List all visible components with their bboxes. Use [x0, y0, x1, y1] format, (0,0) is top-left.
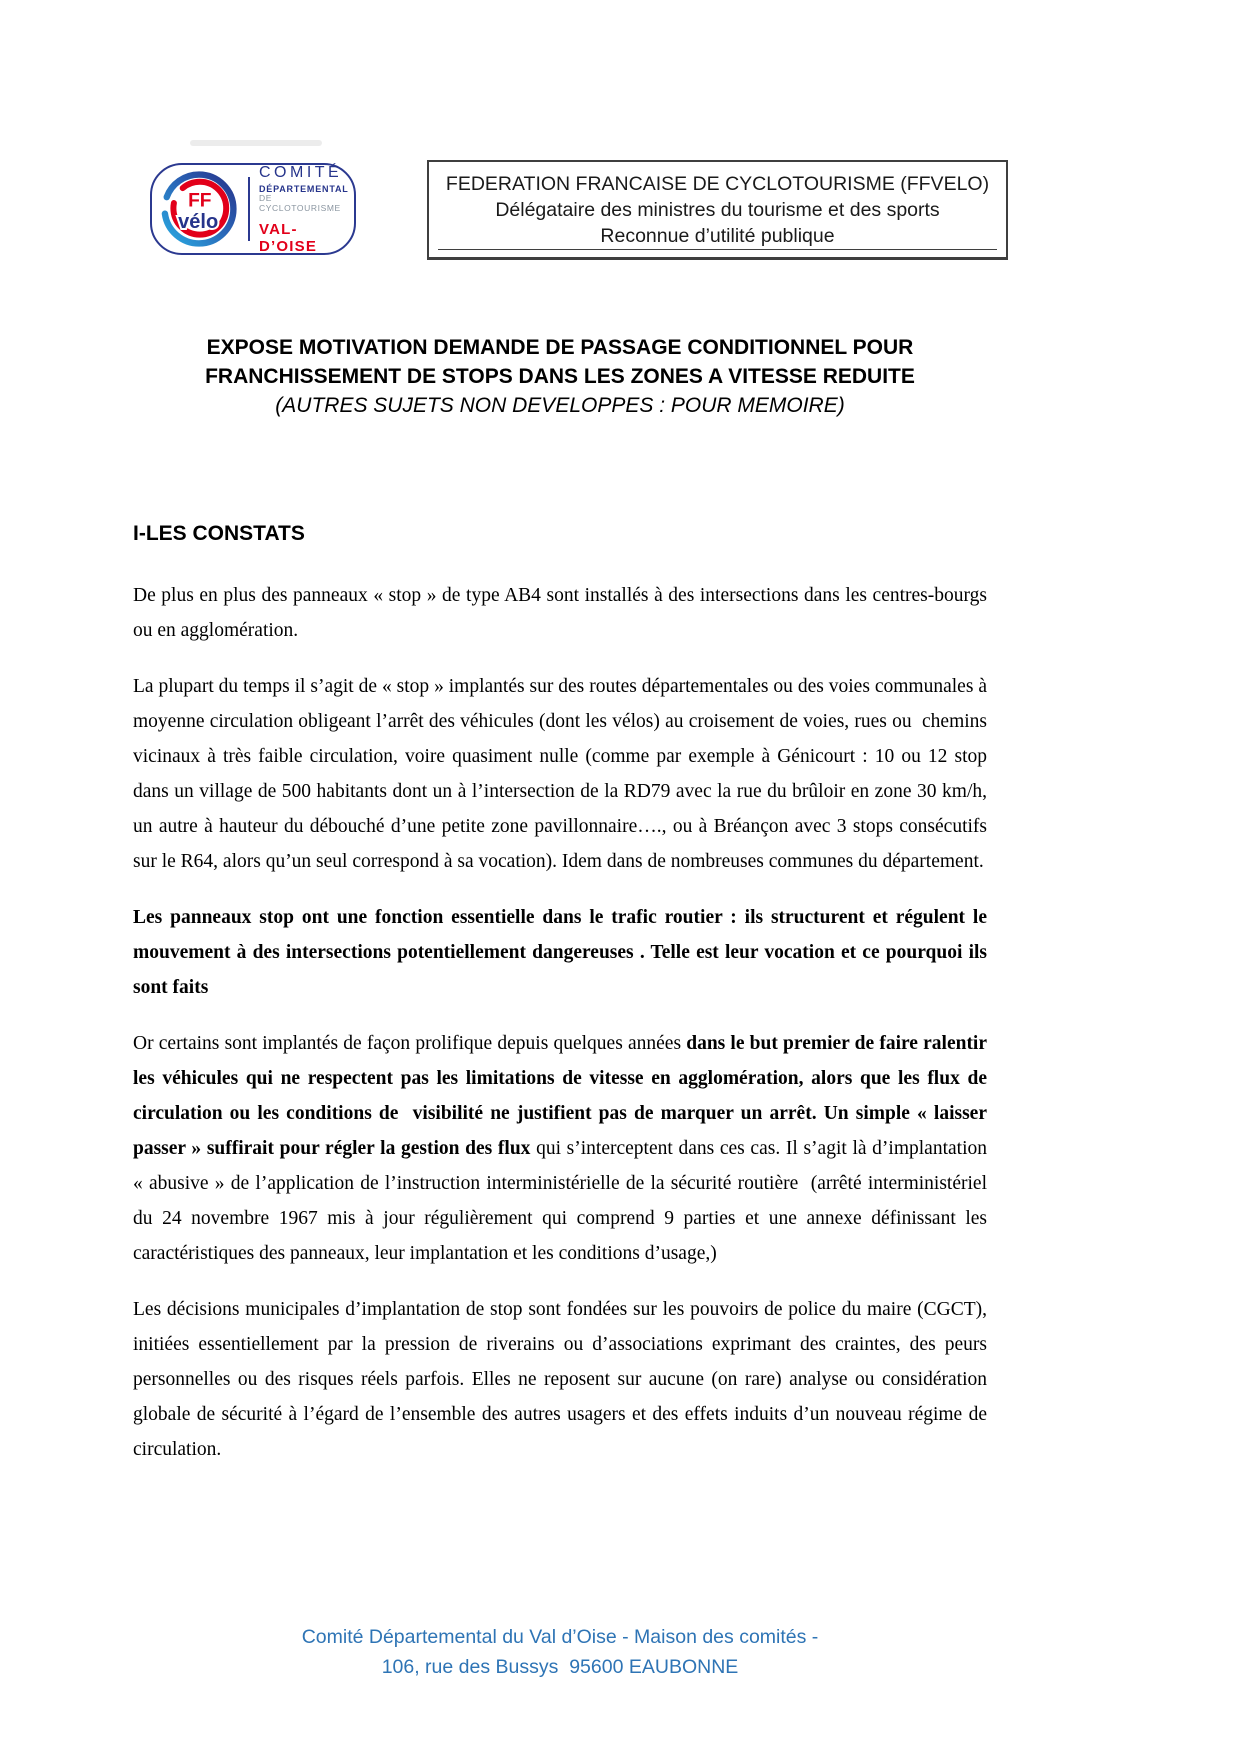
federation-box-rule: [438, 249, 997, 251]
footer-line2: 106, rue des Bussys 95600 EAUBONNE: [381, 1656, 739, 1678]
title-line2: FRANCHISSEMENT DE STOPS DANS LES ZONES A VITESSE REDUITE: [205, 365, 915, 388]
logo-cyclotourisme-label: DE CYCLOTOURISME: [259, 193, 341, 213]
federation-line3: Reconnue d’utilité publique: [600, 225, 835, 247]
page-footer: [133, 1622, 987, 1682]
scan-artifact: [190, 140, 322, 146]
logo-comite-label: COMITÉ: [259, 164, 343, 182]
paragraph-bold: Les panneaux stop ont une fonction essentielle dans le trafic routier : ils structurent et régulent le mouvement à des intersections potentiellement dangereuses . Telle est leur vocation et ce pourquoi ils sont faits: [133, 907, 987, 998]
title-line3: (AUTRES SUJETS NON DEVELOPPES : POUR MEMOIRE): [275, 394, 845, 417]
logo-ff-text: FF: [188, 190, 212, 212]
federation-line1: FEDERATION FRANCAISE DE CYCLOTOURISME (FFVELO): [445, 173, 990, 195]
document-body: [133, 578, 987, 1488]
ffvelo-comite-logo: [150, 163, 356, 255]
footer-line1: Comité Départemental du Val d’Oise - Maison des comités -: [301, 1626, 819, 1648]
logo-departemental-label: DÉPARTEMENTAL: [259, 184, 349, 195]
paragraph: La plupart du temps il s’agit de « stop » implantés sur des routes départementales ou des voies communales à moyenne circulation obligeant l’arrêt des véhicules (dont les vélos) au croisement de voies, rues ou chemins vicinaux à très faible circulation, voire quasiment nulle (comme par exemple à Génicourt : 10 ou 12 stop dans un village de 500 habitants dont un à l’intersection de la RD79 avec la rue du brûloir en zone 30 km/h, un autre à hauteur du débouché d’une petite zone pavillonnaire…., ou à Bréançon avec 3 stops consécutifs sur le R64, alors qu’un seul correspond à sa vocation). Idem dans de nombreuses communes du département.: [133, 676, 987, 872]
paragraph: De plus en plus des panneaux « stop » de type AB4 sont installés à des intersections dans les centres-bourgs ou en agglomération.: [133, 585, 987, 641]
logo-velo-text: vélo: [178, 211, 219, 234]
federation-line2: Délégataire des ministres du tourisme et des sports: [495, 199, 940, 221]
ffvelo-emblem-icon: [159, 169, 239, 249]
paragraph: Les décisions municipales d’implantation de stop sont fondées sur les pouvoirs de police du maire (CGCT), initiées essentiellement par la pression de riverains ou d’associations exprimant des craintes, des peurs personnelles ou des risques réels parfois. Elles ne reposent sur aucune (on rare) analyse ou considération globale de sécurité à l’égard de l’ensemble des autres usagers et des effets induits d’un nouveau régime de circulation.: [133, 1299, 987, 1460]
paragraph: Or certains sont implantés de façon prolifique depuis quelques années dans le but premier de faire ralentir les véhicules qui ne respectent pas les limitations de vitesse en agglomération, alors que les flux de circulation ou les conditions de visibilité ne justifient pas de marquer un arrêt. Un simple « laisser passer » suffirait pour régler la gestion des flux qui s’interceptent dans ces cas. Il s’agit là d’implantation « abusive » de l’application de l’instruction interministérielle de la sécurité routière (arrêté interministériel du 24 novembre 1967 mis à jour régulièrement qui comprend 9 parties et une annexe définissant les caractéristiques des panneaux, leur implantation et les conditions d’usage,): [133, 1033, 988, 1264]
federation-header-box: [427, 160, 1008, 260]
document-title: [133, 333, 987, 420]
section-heading-les-constats: I-LES CONSTATS: [133, 522, 305, 545]
title-line1: EXPOSE MOTIVATION DEMANDE DE PASSAGE CONDITIONNEL POUR: [206, 336, 914, 359]
logo-divider: [248, 177, 250, 241]
logo-valdoise-label: VAL-D’OISE: [259, 221, 318, 256]
